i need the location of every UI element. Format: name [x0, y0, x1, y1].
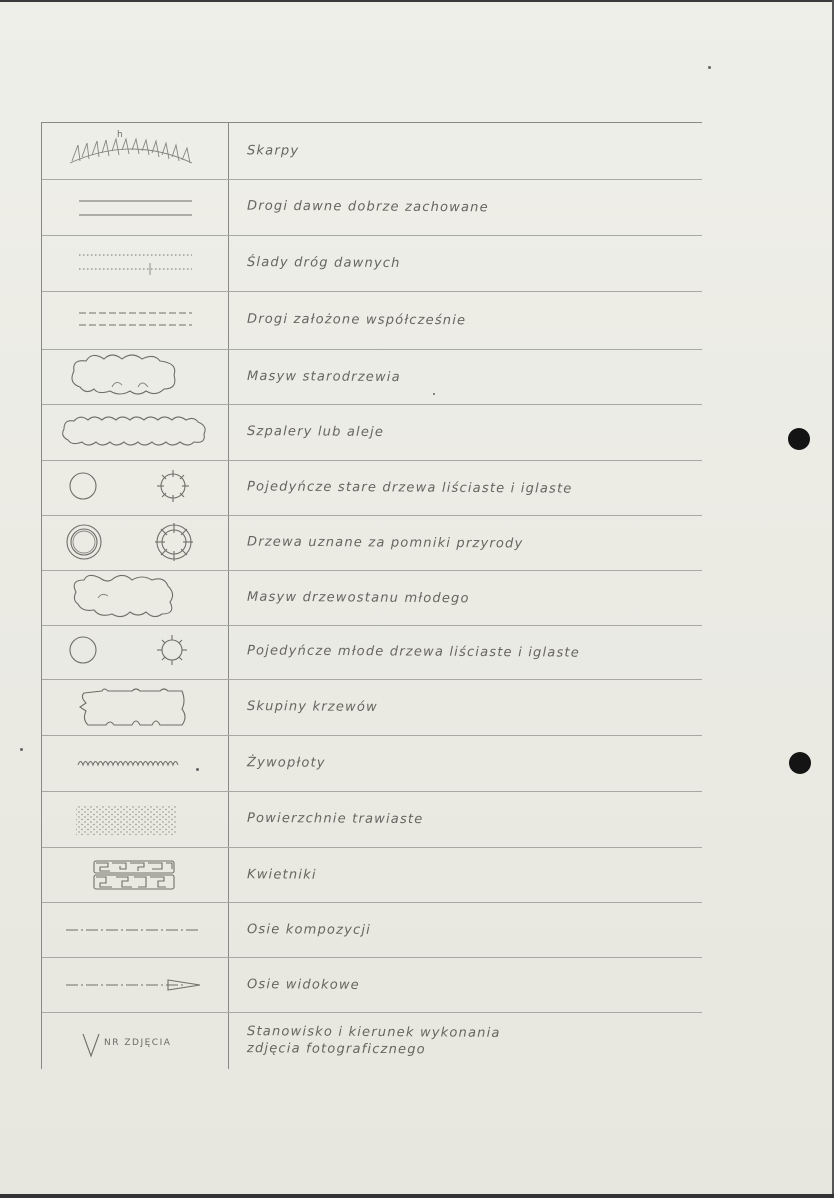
single-old-trees-icon [42, 460, 228, 515]
legend-label: Szpalery lub aleje [246, 424, 385, 440]
legend-row-shrub-groups [42, 679, 702, 736]
legend-row-tree-rows [42, 404, 702, 461]
composition-axis-icon [42, 902, 228, 957]
young-tree-mass-icon [42, 570, 228, 625]
double-solid-line-icon [42, 179, 228, 235]
legend-label: Osie widokowe [246, 976, 360, 993]
legend-label: Masyw drzewostanu młodego [246, 589, 470, 606]
scan-edge-top [0, 0, 834, 2]
legend-row-old-tree-mass [42, 349, 702, 405]
scan-edge-bottom [0, 1194, 834, 1198]
single-young-trees-icon [42, 625, 228, 679]
hedge-wave-icon [42, 735, 228, 791]
legend-table [41, 122, 702, 1069]
legend-row-scarps [42, 123, 702, 180]
legend-row-single-young-trees [42, 625, 702, 680]
legend-label: Drogi założone współcześnie [246, 311, 467, 329]
tree-row-icon [42, 404, 228, 460]
legend-row-young-tree-mass [42, 570, 702, 626]
scarp-letter: h [117, 130, 123, 140]
photo-station-icon [42, 1012, 228, 1069]
old-tree-mass-icon [42, 349, 228, 404]
legend-row-monument-trees [42, 515, 702, 571]
speck [20, 748, 23, 751]
legend-label: Pojedyńcze stare drzewa liściaste i iglaste [246, 478, 573, 497]
legend-row-view-axes [42, 957, 702, 1013]
double-dotted-line-icon [42, 235, 228, 291]
legend-label: Drogi dawne dobrze zachowane [246, 198, 489, 216]
photo-number-caption: NR ZDJĘCIA [104, 1037, 172, 1048]
legend-row-hedges [42, 735, 702, 792]
legend-row-old-road-traces [42, 235, 702, 292]
legend-row-single-old-trees [42, 460, 702, 516]
legend-row-grass-areas [42, 791, 702, 848]
punch-hole-upper [788, 428, 810, 450]
punch-hole-lower [789, 752, 811, 774]
legend-row-flowerbeds [42, 847, 702, 903]
legend-row-composition-axes [42, 902, 702, 958]
legend-label: Powierzchnie trawiaste [246, 810, 424, 828]
legend-label: Drzewa uznane za pomniki przyrody [246, 534, 524, 551]
shrub-group-icon [42, 679, 228, 735]
legend-row-photo-station [42, 1012, 702, 1069]
grass-stipple-icon [42, 791, 228, 847]
legend-label: Stanowisko i kierunek wykonania zdjęcia fotograficznego [246, 1023, 501, 1057]
legend-label: Skarpy [246, 143, 300, 159]
flowerbed-icon [42, 847, 228, 902]
legend-label: Ślady dróg dawnych [246, 254, 401, 272]
scarp-hatch-icon [42, 123, 228, 179]
view-axis-arrow-icon [42, 957, 228, 1012]
speck [708, 66, 711, 69]
legend-label: Żywopłoty [246, 755, 326, 771]
legend-row-new-roads [42, 291, 702, 350]
double-dashed-line-icon [42, 291, 228, 349]
legend-row-old-roads [42, 179, 702, 236]
monument-trees-icon [42, 515, 228, 570]
legend-label: Kwietniki [246, 866, 317, 883]
legend-label: Skupiny krzewów [246, 699, 378, 715]
legend-label: Pojedyńcze młode drzewa liściaste i iglaste [246, 643, 581, 661]
legend-label: Masyw starodrzewia [246, 368, 401, 385]
legend-label: Osie kompozycji [246, 921, 372, 938]
